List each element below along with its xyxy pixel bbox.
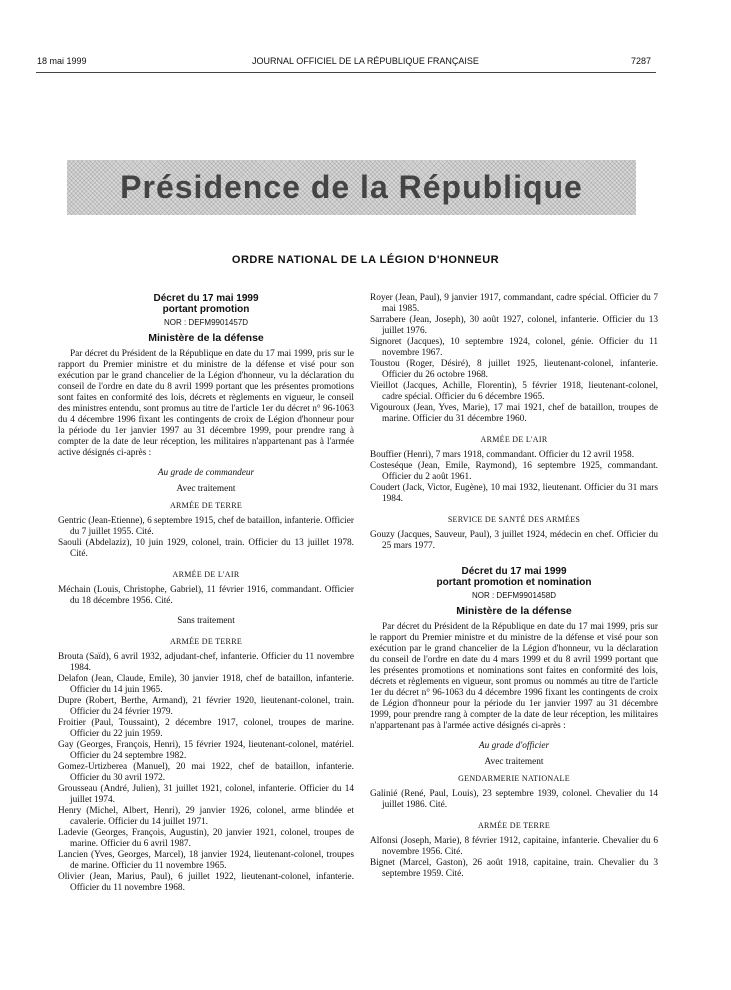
list-item: Gomez-Urtizberea (Manuel), 20 mai 1922, chef de bataillon, infanterie. Officier du 30 avril 1972. [58,762,354,783]
treatment-heading: Avec traitement [176,484,236,494]
army-heading-3: ARMÉE DE TERRE [477,821,551,830]
army-heading-2: ARMÉE DE TERRE [169,637,243,646]
army-list-continued [370,293,658,425]
list-item: Ladevie (Georges, François, Augustin), 20 janvier 1921, colonel, troupes de marine. Officier du 6 avril 1987. [58,828,354,849]
header-title: JOURNAL OFFICIEL DE LA RÉPUBLIQUE FRANÇAISE [252,56,479,66]
army-list [58,516,354,560]
treatment-heading-2: Avec traitement [484,757,544,767]
list-item: Delafon (Jean, Claude, Emile), 30 janvier 1918, chef de bataillon, infanterie. Officier du 14 juin 1965. [58,674,354,695]
list-item: Galinié (René, Paul, Louis), 23 septembre 1939, colonel. Chevalier du 14 juillet 1986. Cité. [370,789,658,810]
banner-title: Présidence de la République [120,169,583,205]
ministry-heading-2: Ministère de la défense [456,605,572,617]
list-item: Froitier (Paul, Toussaint), 2 décembre 1917, colonel, troupes de marine. Officier du 22 juin 1959. [58,718,354,739]
no-treatment-heading: Sans traitement [177,616,235,626]
list-item: Dupre (Robert, Berthe, Armand), 21 février 1920, lieutenant-colonel, train. Officier du 24 février 1979. [58,696,354,717]
list-item: Lancien (Yves, Georges, Marcel), 18 janvier 1924, lieutenant-colonel, troupes de marine. Officier du 11 novembre 1965. [58,850,354,871]
header-rule [36,72,656,73]
list-item: Brouta (Saïd), 6 avril 1932, adjudant-chef, infanterie. Officier du 11 novembre 1984. [58,652,354,673]
health-service-heading: SERVICE DE SANTÉ DES ARMÉES [447,515,581,524]
list-item: Costeséque (Jean, Emile, Raymond), 16 septembre 1925, commandant. Officier du 2 août 1961. [370,461,658,482]
list-item: Gouzy (Jacques, Sauveur, Paul), 3 juillet 1924, médecin en chef. Officier du 25 mars 1977. [370,530,658,551]
list-item: Méchain (Louis, Christophe, Gabriel), 11 février 1916, commandant. Officier du 18 décembre 1956. Cité. [58,585,354,606]
right-column [370,293,658,880]
section-banner [67,160,636,215]
decree-title-2: Décret du 17 mai 1999 [461,566,567,577]
decree-title: Décret du 17 mai 1999 [153,293,259,304]
header-date: 18 mai 1999 [37,56,87,66]
grade-heading: Au grade de commandeur [157,468,255,478]
list-item: Royer (Jean, Paul), 9 janvier 1917, commandant, cadre spécial. Officier du 7 mai 1985. [370,293,658,314]
army-heading: ARMÉE DE TERRE [169,501,243,510]
decree-subtitle: portant promotion [162,304,250,315]
list-item: Olivier (Jean, Marius, Paul), 6 juillet 1922, lieutenant-colonel, infanterie. Officier du 11 novembre 1968. [58,872,354,893]
list-item: Sarrabere (Jean, Joseph), 30 août 1927, colonel, infanterie. Officier du 13 juillet 1976. [370,315,658,336]
list-item: Saouli (Abdelaziz), 10 juin 1929, colonel, train. Officier du 13 juillet 1978. Cité. [58,538,354,559]
nor-reference: NOR : DEFM9901457D [163,318,249,327]
list-item: Henry (Michel, Albert, Henri), 29 janvier 1926, colonel, arme blindée et cavalerie. Officier du 14 juillet 1971. [58,806,354,827]
ministry-heading: Ministère de la défense [148,332,264,344]
list-item: Vigouroux (Jean, Yves, Marie), 17 mai 1921, chef de bataillon, troupes de marine. Officier du 31 décembre 1960. [370,403,658,424]
army-list-3 [370,836,658,880]
decree-intro-2: Par décret du Président de la République en date du 17 mai 1999, pris sur le rapport du Premier ministre et du ministre de la défense et visé pour son exécution par le grand chancelier de la Légion d'honneur, vu la déclaration du conseil de l'ordre en date du 4 mars 1999 et du 8 avril 1999 portant que les présentes promotions et nominations sont faites en conformité des lois, décrets et règlements en vigueur, sont promus ou nommés au titre de l'article 1er du décret n° 96-1063 du 4 décembre 1996 fixant les contingents de croix de Légion d'honneur pour la période du 1er janvier 1997 au 31 décembre 1999, pour prendre rang à compter de la date de leur réception, les militaires n'appartenant pas à l'armée active désignés ci-après : [370,622,658,731]
air-force-heading: ARMÉE DE L'AIR [172,570,240,579]
army-list-2 [58,652,354,894]
air-force-list [370,450,658,505]
list-item: Grousseau (André, Julien), 31 juillet 1921, colonel, infanterie. Officier du 14 juillet 1974. [58,784,354,805]
header-page-number: 7287 [630,56,651,66]
running-header [0,56,731,70]
list-item: Bignet (Marcel, Gaston), 26 août 1918, capitaine, train. Chevalier du 3 septembre 1959. Cité. [370,858,658,879]
list-item: Vieillot (Jacques, Achille, Florentin), 5 février 1918, lieutenant-colonel, cadre spécial. Officier du 6 décembre 1965. [370,381,658,402]
left-column [58,293,354,894]
list-item: Gentric (Jean-Etienne), 6 septembre 1915, chef de bataillon, infanterie. Officier du 7 juillet 1955. Cité. [58,516,354,537]
decree-intro: Par décret du Président de la République en date du 17 mai 1999, pris sur le rapport du Premier ministre et du ministre de la défense et visé pour son exécution par le grand chancelier de la Légion d'honneur, vu la déclaration du conseil de l'ordre en date du 8 avril 1999 portant que les présentes promotions sont faites en conformité des lois, décrets et règlements en vigueur, le conseil des ministres entendu, sont promus au titre de l'article 1er du décret n° 96-1063 du 4 décembre 1996 fixant les contingents de croix de Légion d'honneur pour la période du 1er janvier 1997 au 31 décembre 1999, pour prendre rang à compter de la date de leur réception, les militaires n'appartenant pas à l'armée active désignés ci-après : [58,349,354,458]
nor-reference-2: NOR : DEFM9901458D [471,591,557,600]
list-item: Toustou (Roger, Désiré), 8 juillet 1925, lieutenant-colonel, infanterie. Officier du 26 octobre 1968. [370,359,658,380]
air-force-heading: ARMÉE DE L'AIR [480,435,548,444]
list-item: Bouffier (Henri), 7 mars 1918, commandant. Officier du 12 avril 1958. [370,450,635,460]
grade-heading-2: Au grade d'officier [478,741,550,751]
order-heading: ORDRE NATIONAL DE LA LÉGION D'HONNEUR [231,254,500,266]
list-item: Signoret (Jacques), 10 septembre 1924, colonel, génie. Officier du 11 novembre 1967. [370,337,658,358]
decree-subtitle-2: portant promotion et nomination [436,577,592,588]
gendarmerie-heading: GENDARMERIE NATIONALE [458,774,570,783]
list-item: Alfonsi (Joseph, Marie), 8 février 1912, capitaine, infanterie. Chevalier du 6 novembre 1956. Cité. [370,836,658,857]
list-item: Coudert (Jack, Victor, Eugène), 10 mai 1932, lieutenant. Officier du 31 mars 1984. [370,483,658,504]
list-item: Gay (Georges, François, Henri), 15 février 1924, lieutenant-colonel, matériel. Officier du 24 septembre 1982. [58,740,354,761]
